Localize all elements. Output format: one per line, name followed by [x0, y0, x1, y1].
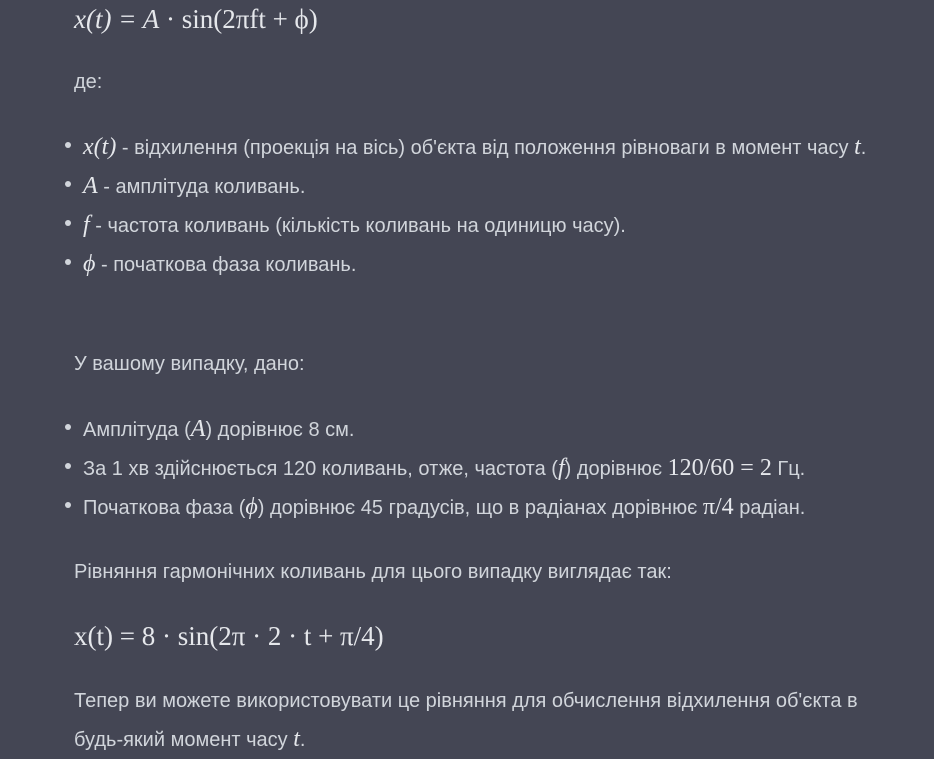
conclusion-symbol: t — [293, 726, 300, 752]
formula-general-lhs: x(t) = A — [74, 4, 160, 34]
definitions-list — [64, 128, 904, 284]
given-math: π/4 — [702, 494, 734, 520]
definition-symbol: f — [83, 212, 90, 238]
formula-general — [74, 1, 318, 37]
definition-symbol: ϕ — [83, 251, 96, 277]
formula-specific: x(t) = 8 · sin(2π · 2 · t + π/4) — [74, 621, 384, 651]
given-text-mid: ) дорівнює 45 градусів, що в радіанах дорівнює — [257, 497, 703, 519]
definition-text: - початкова фаза коливань. — [95, 254, 357, 276]
where-label: де: — [74, 71, 103, 93]
given-text: Початкова фаза ( — [83, 497, 246, 519]
conclusion-end: . — [299, 729, 306, 751]
conclusion-text — [74, 682, 894, 759]
definition-text: - частота коливань (кількість коливань на одиницю часу). — [89, 215, 626, 237]
given-symbol: A — [190, 416, 206, 442]
given-symbol: f — [557, 455, 565, 481]
given-intro: У вашому випадку, дано: — [74, 353, 305, 375]
list-item — [64, 206, 904, 245]
equation-intro: Рівняння гармонічних коливань для цього випадку виглядає так: — [74, 561, 672, 583]
given-text: За 1 хв здійснюється 120 коливань, отже, частота ( — [83, 458, 558, 480]
list-item — [64, 410, 904, 449]
list-item — [64, 449, 904, 488]
given-text: Амплітуда ( — [83, 419, 191, 441]
definition-text: - амплітуда коливань. — [97, 176, 306, 198]
conclusion-body: Тепер ви можете використовувати це рівняння для обчислення відхилення об'єкта в будь-який момент часу — [74, 690, 858, 751]
formula-general-rhs: · sin(2πft + ϕ) — [165, 4, 318, 34]
given-math: 120/60 = 2 — [667, 455, 772, 481]
definition-text: - відхилення (проекція на вісь) об'єкта від положення рівноваги в момент часу — [116, 137, 855, 159]
definition-symbol: A — [83, 173, 98, 199]
definition-symbol: x(t) — [83, 134, 117, 160]
list-item — [64, 128, 893, 167]
list-item — [64, 488, 904, 527]
definition-text-end: . — [860, 137, 867, 159]
list-item — [64, 167, 904, 206]
given-symbol: ϕ — [245, 494, 258, 520]
given-text-end: ) дорівнює 8 см. — [205, 419, 355, 441]
given-text-end: радіан. — [733, 497, 806, 519]
given-text-mid: ) дорівнює — [564, 458, 668, 480]
list-item — [64, 245, 904, 284]
given-list — [64, 410, 904, 527]
definition-symbol-t: t — [854, 134, 861, 160]
given-text-end: Гц. — [771, 458, 806, 480]
